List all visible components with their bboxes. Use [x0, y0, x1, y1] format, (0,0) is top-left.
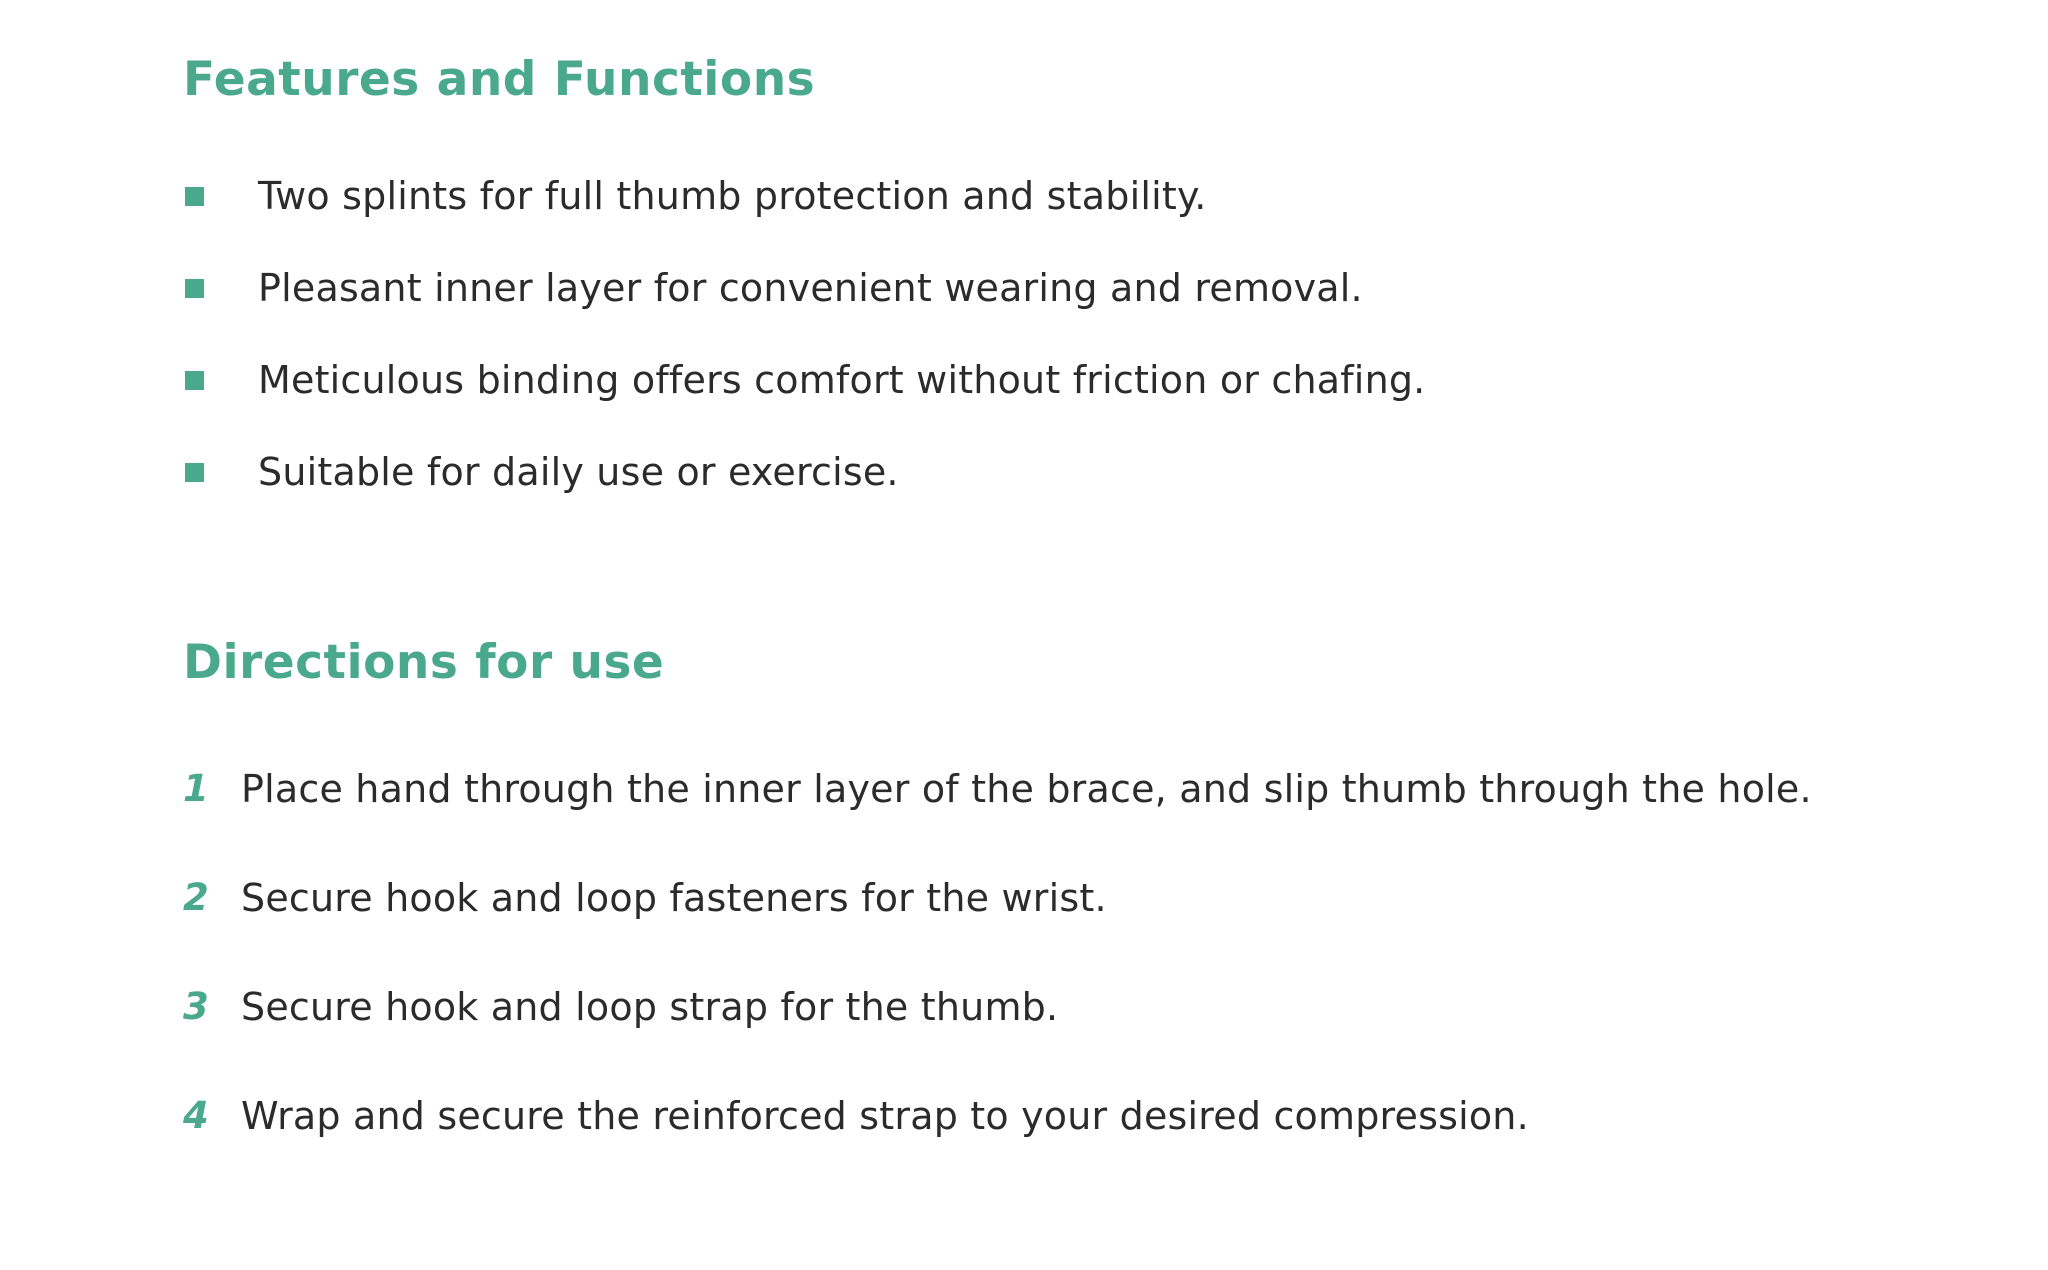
feature-text: Suitable for daily use or exercise. [258, 450, 899, 494]
step-text: Secure hook and loop strap for the thumb. [241, 984, 1059, 1029]
square-bullet-icon [185, 371, 204, 390]
square-bullet-icon [185, 187, 204, 206]
list-item [183, 734, 1812, 843]
step-number: 4 [183, 1094, 209, 1137]
list-item [183, 150, 1425, 242]
step-text: Place hand through the inner layer of the brace, and slip thumb through the hole. [241, 766, 1812, 811]
list-item [183, 1061, 1812, 1170]
feature-text: Pleasant inner layer for convenient wearing and removal. [258, 266, 1363, 310]
features-list [183, 150, 1425, 518]
feature-text: Meticulous binding offers comfort without friction or chafing. [258, 358, 1426, 402]
feature-text: Two splints for full thumb protection and stability. [258, 174, 1207, 218]
list-item [183, 952, 1812, 1061]
square-bullet-icon [185, 463, 204, 482]
features-heading: Features and Functions [183, 52, 816, 107]
directions-heading: Directions for use [183, 635, 665, 690]
list-item [183, 426, 1425, 518]
square-bullet-icon [185, 279, 204, 298]
step-number: 3 [183, 985, 209, 1028]
list-item [183, 843, 1812, 952]
directions-list [183, 734, 1812, 1170]
step-number: 2 [183, 876, 209, 919]
step-text: Secure hook and loop fasteners for the wrist. [241, 875, 1107, 920]
step-text: Wrap and secure the reinforced strap to your desired compression. [241, 1093, 1529, 1138]
list-item [183, 334, 1425, 426]
list-item [183, 242, 1425, 334]
step-number: 1 [183, 767, 209, 810]
